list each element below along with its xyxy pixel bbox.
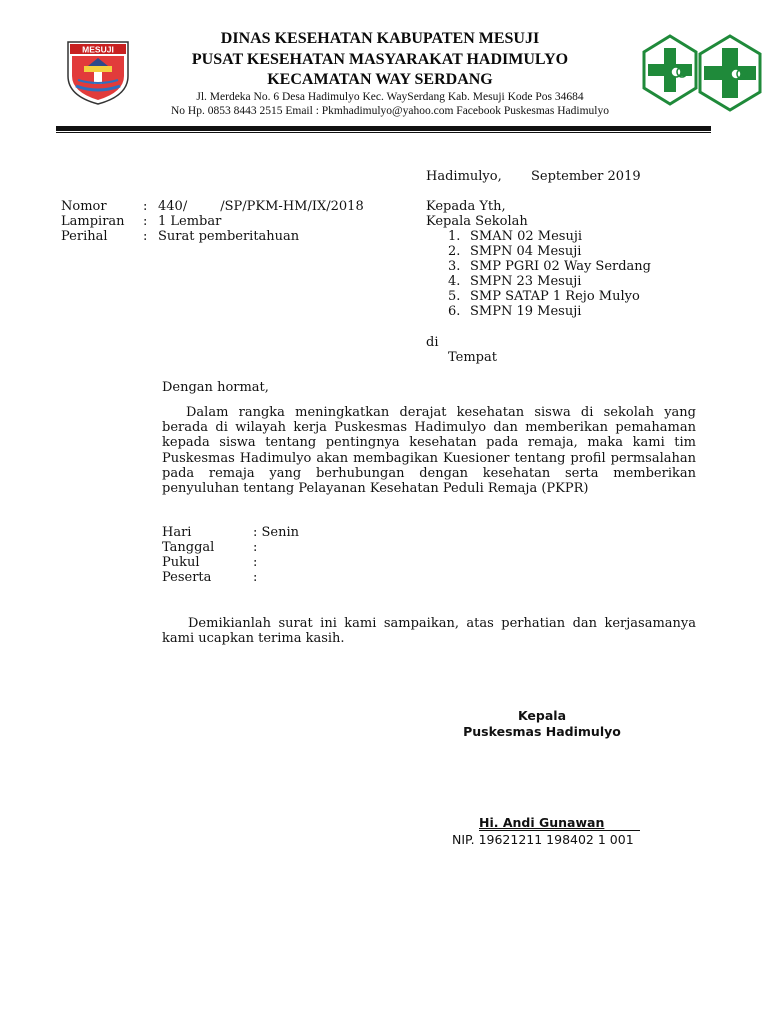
schedule-label-peserta: Peserta bbox=[162, 570, 212, 585]
schedule-value-pukul: : bbox=[253, 555, 258, 570]
recipient-tempat: Tempat bbox=[448, 350, 497, 365]
meta-sep: : bbox=[143, 214, 148, 229]
recipient-num: 4. bbox=[448, 274, 461, 289]
recipient-num: 6. bbox=[448, 304, 461, 319]
recipient-title: Kepala Sekolah bbox=[426, 214, 528, 229]
meta-value-nomor: 440/ /SP/PKM-HM/IX/2018 bbox=[158, 199, 364, 214]
date-place: Hadimulyo, bbox=[426, 169, 502, 184]
closing-text: Demikianlah surat ini kami sampaikan, atas perhatian dan kerjasamanya kami ucapkan terima kasih. bbox=[162, 616, 696, 647]
header-line-2: PUSAT KESEHATAN MASYARAKAT HADIMULYO bbox=[191, 51, 569, 68]
recipient-num: 5. bbox=[448, 289, 461, 304]
meta-value-perihal: Surat pemberitahuan bbox=[158, 229, 300, 244]
meta-label-perihal: Perihal bbox=[61, 229, 108, 244]
signature-nip: NIP. 19621211 198402 1 001 bbox=[452, 832, 634, 847]
header-contact: No Hp. 0853 8443 2515 Email : Pkmhadimulyo@yahoo.com Facebook Puskesmas Hadimulyo bbox=[171, 105, 609, 117]
recipient-num: 3. bbox=[448, 259, 461, 274]
schedule-label-tanggal: Tanggal bbox=[162, 540, 215, 555]
recipient-school: SMPN 23 Mesuji bbox=[470, 274, 582, 289]
signature-name: Hi. Andi Gunawan bbox=[479, 816, 640, 831]
recipient-to: Kepada Yth, bbox=[426, 199, 506, 214]
recipient-school: SMPN 19 Mesuji bbox=[470, 304, 582, 319]
schedule-value-hari: : Senin bbox=[253, 525, 300, 540]
date-value: September 2019 bbox=[531, 169, 641, 184]
recipient-school: SMP PGRI 02 Way Serdang bbox=[470, 259, 651, 274]
body-paragraph-text: Dalam rangka meningkatkan derajat kesehatan siswa di sekolah yang berada di wilayah kerja Puskesmas Hadimulyo dan memberikan pemahaman kepada siswa tentang pentingnya kesehatan pada remaja, maka kami tim Puskesmas Hadimulyo akan membagikan Kuesioner tentang profil permsalahan pada remaja yang berhubungan dengan kesehatan serta memberikan penyuluhan tentang Pelayanan Kesehatan Peduli Remaja (PKPR) bbox=[162, 405, 696, 497]
closing-paragraph bbox=[162, 616, 696, 646]
body-paragraph bbox=[162, 405, 696, 496]
meta-label-lampiran: Lampiran bbox=[61, 214, 125, 229]
signature-title-2: Puskesmas Hadimulyo bbox=[463, 724, 621, 739]
greeting: Dengan hormat, bbox=[162, 380, 269, 395]
schedule-label-hari: Hari bbox=[162, 525, 192, 540]
header-address: Jl. Merdeka No. 6 Desa Hadimulyo Kec. WaySerdang Kab. Mesuji Kode Pos 34684 bbox=[196, 91, 584, 103]
schedule-label-pukul: Pukul bbox=[162, 555, 200, 570]
schedule-value-peserta: : bbox=[253, 570, 258, 585]
puskesmas-logo bbox=[640, 32, 768, 116]
recipient-num: 2. bbox=[448, 244, 461, 259]
recipient-school: SMAN 02 Mesuji bbox=[470, 229, 583, 244]
header-line-1: DINAS KESEHATAN KABUPATEN MESUJI bbox=[220, 30, 540, 47]
svg-text:MESUJI: MESUJI bbox=[82, 44, 114, 55]
signature-title-1: Kepala bbox=[517, 708, 567, 723]
recipient-num: 1. bbox=[448, 229, 461, 244]
recipient-school: SMP SATAP 1 Rejo Mulyo bbox=[470, 289, 640, 304]
meta-label-nomor: Nomor bbox=[61, 199, 107, 214]
header-divider-thick bbox=[56, 126, 711, 131]
meta-value-lampiran: 1 Lembar bbox=[158, 214, 222, 229]
schedule-value-tanggal: : bbox=[253, 540, 258, 555]
header-divider-thin bbox=[56, 132, 711, 133]
header-line-3: KECAMATAN WAY SERDANG bbox=[267, 71, 493, 88]
recipient-school: SMPN 04 Mesuji bbox=[470, 244, 582, 259]
meta-sep: : bbox=[143, 199, 148, 214]
meta-sep: : bbox=[143, 229, 148, 244]
recipient-di: di bbox=[426, 335, 439, 350]
